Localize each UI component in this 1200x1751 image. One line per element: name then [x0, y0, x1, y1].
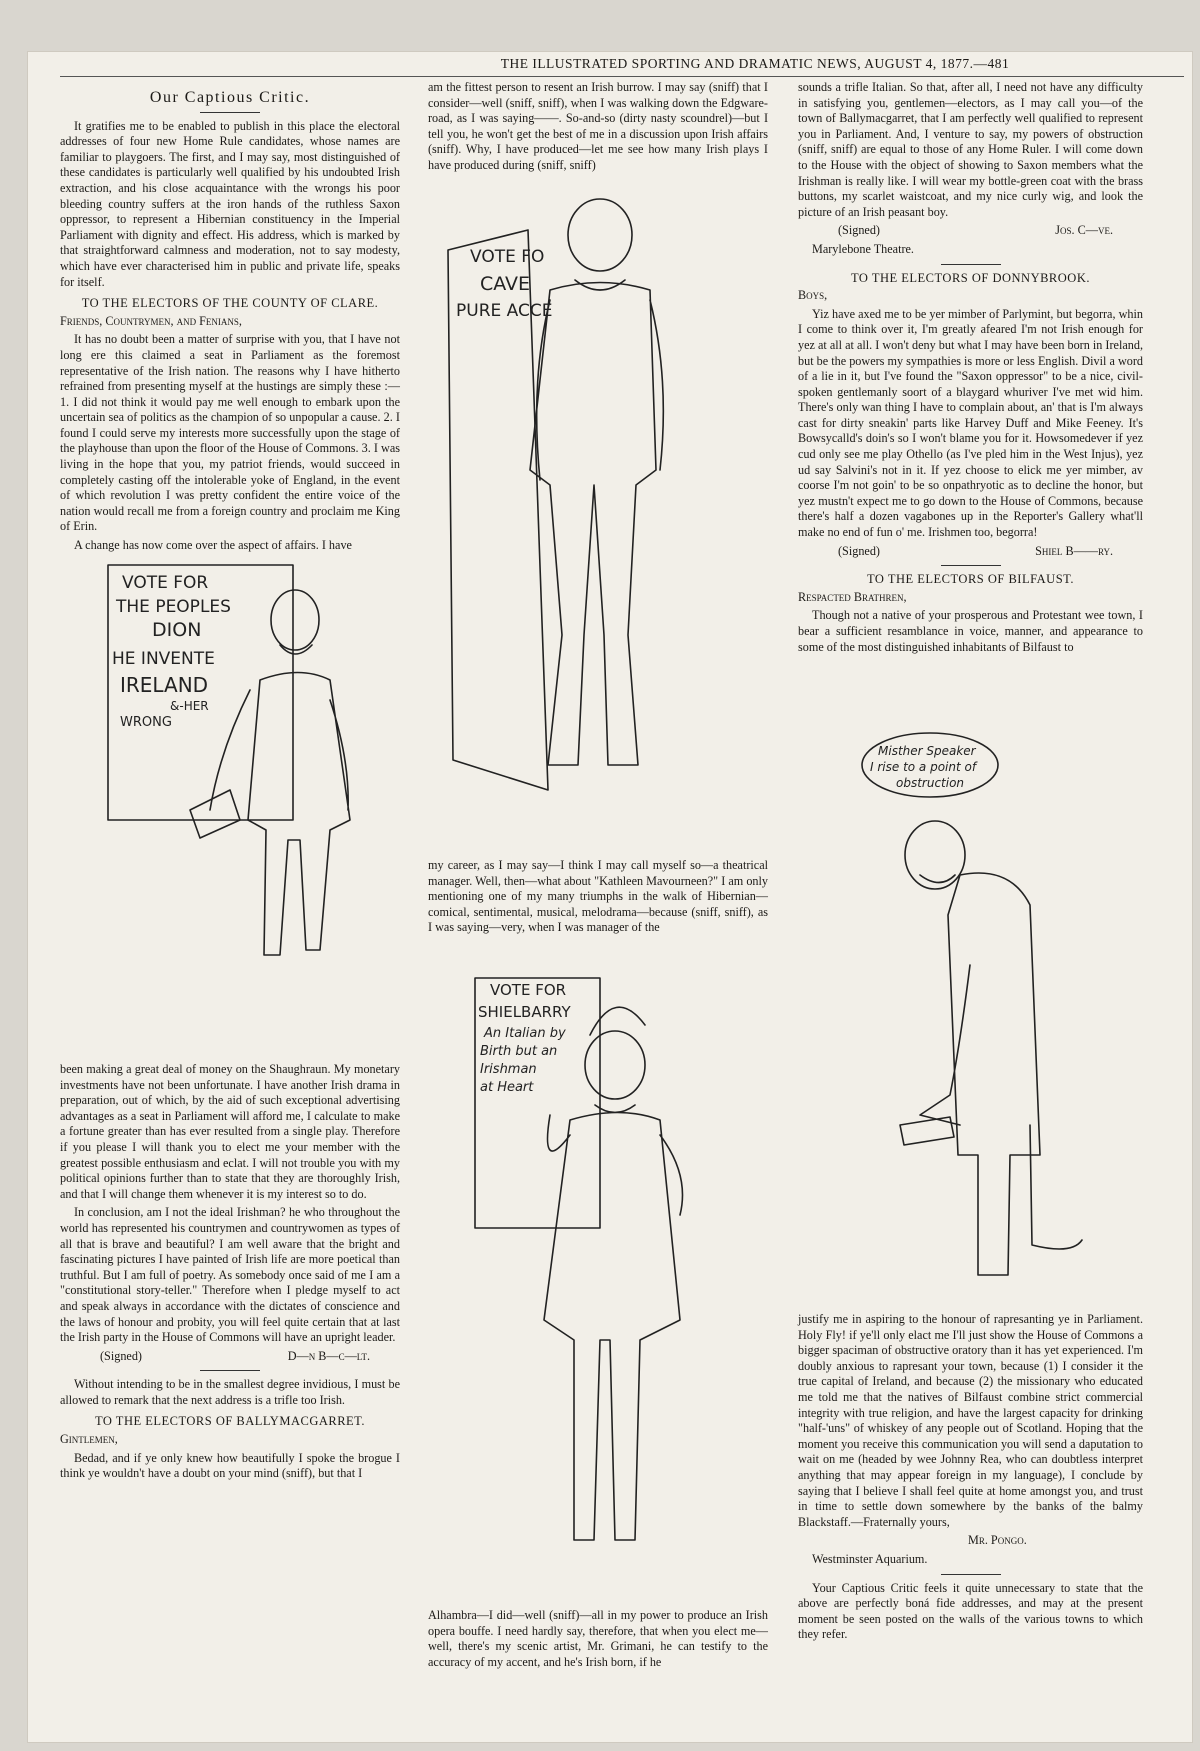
- intro-paragraph: It gratifies me to be enabled to publish in this place the electoral addresses of four new Home Rule candidates, whose names are familiar to playgoers. The first, and I may say, most distinguished of these candidates is particularly well qualified by his undoubted Irish extraction, and his close acquaintance with the wrongs his poor bleeding country suffers at the iron hands of the ruthless Saxon oppressor, to represent a Hibernian constituency in the Imperial Parliament with dignity and effect. His address, which is marked by that straightforward calmness and moderation, not to say modesty, which have ever characterised him in public and private life, speaks for itself.: [60, 118, 400, 289]
- bilfaust-signature: [798, 1533, 1143, 1549]
- signed-label: (Signed): [838, 543, 880, 558]
- donnybrook-signature: [798, 544, 1143, 560]
- signed-label: (Signed): [100, 1348, 142, 1363]
- title-rule: [200, 112, 260, 113]
- clare-paragraph-1: It has no doubt been a matter of surprise with you, that I have not long ere this claimed a seat in Parliament as the foremost representative of the Irish nation. The reasons why I have hitherto refrained from presenting myself at the hustings are simply these :—1. I did not think it would pay me well enough to embark upon the uncertain sea of politics as the champion of so unpopular a cause. 2. I found I could serve my interests more successfully upon the stage of the playhouse than upon the floor of the House of Commons. 3. I was living in the hope that you, my patriot friends, would succeed in completely casting off the intolerable yoke of England, in the event of which revolution I was pretty confident the entire voice of the nation would recall me from a foreign country and proclaim me King of Erin.: [60, 332, 400, 534]
- column-3-bottom: [798, 1312, 1143, 1646]
- signer-name: Mr. Pongo.: [968, 1533, 1027, 1548]
- illustration-clive: [440, 190, 760, 840]
- transition-paragraph: Without intending to be in the smallest degree invidious, I must be allowed to remark that the next address is a trifle too Irish.: [60, 1377, 400, 1407]
- speech-line: obstruction: [896, 776, 965, 790]
- clare-paragraph-4: In conclusion, am I not the ideal Irishman? he who throughout the world has represented his countrymen and countrywomen as types of all that is brave and beautiful? I am well aware that the bright and fascinating pictures I have painted of Irish life are more poetical than truthful. But I am full of poetry. As somebody once said of me I am a "constitutional story-teller." Therefore when I pledge myself to act and speak always in accordance with the dictates of conscience and the laws of honour and probity, you will feel quite certain that at last the Irish party in the House of Commons will have an upright leader.: [60, 1205, 400, 1345]
- venue-name: Westminster Aquarium.: [812, 1551, 928, 1566]
- illustration-pongo: [860, 725, 1120, 1285]
- illustration-shielbarry: [470, 975, 760, 1575]
- ballymacgarret-salutation: Gintlemen,: [60, 1432, 118, 1447]
- poster3-line: VOTE FOR: [490, 981, 567, 999]
- column-2-bottom: [428, 1608, 768, 1673]
- column-3-top: [798, 80, 1143, 658]
- poster1-line: VOTE FOR: [122, 573, 209, 593]
- poster1-line: WRONG: [120, 715, 172, 730]
- column-1-bottom: [60, 1062, 400, 1485]
- poster1-line: DION: [152, 619, 202, 641]
- speech-line: Misther Speaker: [878, 744, 976, 758]
- section-rule: [941, 264, 1001, 265]
- theatre-name: Marylebone Theatre.: [812, 241, 914, 256]
- article-title: Our Captious Critic.: [149, 89, 311, 106]
- bilfaust-paragraph-2: justify me in aspiring to the honour of rapresanting ye in Parliament. Holy Fly! if ye'll only elact me I'll just show the House of Commons a bigger spaciman of obstructive oratory than it has yet experienced. I'm doubly anxious to rapresant your town, because (1) I consider it the true capital of Ireland, and because (2) the missionary who educated me told me that the natives of Bilfaust combine strict commercial integrity with true religion, and have the largest capacity for drinking "half-'uns" of whiskey of any people out of Scotland. Hoping that the moment you receive this communication you will send a daputation to wait on me (headed by wee Johnny Rea, who can doubtless interpret anything that may appear foreign in my language), I conclude by saying that I believe I shall feel quite at home amongst you, and trust in time to settle down somewhere by the banks of the balmy Blackstaff.—Fraternally yours,: [798, 1312, 1143, 1529]
- signer-name: Shiel B——ry.: [1035, 543, 1113, 558]
- column-2-top: [428, 80, 768, 177]
- bilfaust-heading: TO THE ELECTORS OF BILFAUST.: [867, 572, 1074, 587]
- bilfaust-paragraph-1: Though not a native of your prosperous and Protestant wee town, I bear a sufficient resamblance in voice, manner, and appearance to some of the most distinguished inhabitants of Bilfaust to: [798, 608, 1143, 654]
- poster2-line: VOTE FO: [470, 247, 545, 267]
- illustration-boucicault: [100, 560, 410, 980]
- column-2-middle: [428, 858, 768, 939]
- column-1-top: [60, 88, 400, 557]
- poster3-line: at Heart: [480, 1080, 534, 1095]
- ballymacgarret-signature: [798, 223, 1143, 239]
- poster3-line: Irishman: [480, 1062, 537, 1077]
- closing-paragraph: Your Captious Critic feels it quite unnecessary to state that the above are perfectly boná fide addresses, and may at the present moment be seen posted on the walls of the various towns to which they refer.: [798, 1580, 1143, 1642]
- section-rule: [941, 565, 1001, 566]
- signer-name: D—n B—c—lt.: [287, 1348, 370, 1363]
- signer-name: Jos. C—ve.: [1055, 223, 1113, 238]
- poster1-line: HE INVENTE: [112, 649, 215, 669]
- ballymacgarret-paragraph-1: Bedad, and if ye only knew how beautifully I spoke the brogue I think ye wouldn't have a doubt on your mind (sniff), but that I: [60, 1450, 400, 1481]
- ballymacgarret-paragraph-3: my career, as I may say—I think I may call myself so—a theatrical manager. Well, then—what about "Kathleen Mavourneen?" I am only mentioning one of my many triumphs in the walk of Hibernian—comical, sentimental, musical, melodrama—because (sniff, sniff), as I was saying—very, when I was manager of the: [428, 858, 768, 935]
- donnybrook-salutation: Boys,: [798, 288, 828, 303]
- donnybrook-heading: TO THE ELECTORS OF DONNYBROOK.: [851, 270, 1090, 285]
- section-rule: [200, 1370, 260, 1371]
- bilfaust-salutation: Respacted Brathren,: [798, 589, 907, 604]
- poster2-line: PURE ACCE: [456, 301, 553, 321]
- ballymacgarret-paragraph-2: am the fittest person to resent an Irish burrow. I may say (sniff) that I consider—well (sniff, sniff), when I was walking down the Edgware-road, as I was saying——. So-and-so (dirty nasty scoundrel)—but I tell you, he won't get the best of me in a discussion upon Irish affairs (sniff). Why, I have produced—let me see how many Irish plays I have produced during (sniff, sniff): [428, 80, 768, 172]
- signed-label: (Signed): [838, 223, 880, 238]
- ballymacgarret-paragraph-5: sounds a trifle Italian. So that, after all, I need not have any difficulty in satisfying you, gentlemen—electors, as I may call you—of the town of Ballymacgarret, that I am perfectly well qualified to represent you in Parliament. And, I venture to say, my powers of obstruction (sniff, sniff) are equal to those of any Home Ruler. I will come down to the House with the object of showing to Saxon members what the Irishman is really like. I will wear my bottle-green coat with the brass buttons, my scarlet waistcoat, and my nice curly wig, and look the picture of an Irish peasant boy.: [798, 80, 1143, 219]
- poster2-line: CAVE: [480, 273, 531, 295]
- clare-paragraph-2: A change has now come over the aspect of affairs. I have: [74, 538, 352, 553]
- ballymacgarret-heading: TO THE ELECTORS OF BALLYMACGARRET.: [94, 1414, 366, 1429]
- speech-line: I rise to a point of: [870, 760, 977, 774]
- poster1-line: &-HER: [170, 699, 209, 713]
- poster1-line: THE PEOPLES: [116, 597, 231, 617]
- ballymacgarret-paragraph-4: Alhambra—I did—well (sniff)—all in my power to produce an Irish opera bouffe. I need hardly say, therefore, that when you elect me—well, there's my scenic artist, Mr. Grimani, he can testify to the accuracy of my accent, and he's Irish born, if he: [428, 1608, 768, 1669]
- clare-paragraph-3: been making a great deal of money on the Shaughraun. My monetary investments have not been unfortunate. I have another Irish drama in preparation, out of which, by the aid of such exceptional advertising advantages as a seat in Parliament will afford me, I calculate to make a fortune greater than has ever resulted from a single play. Therefore if you please I will thank you to elect me your member with the greatest possible enthusiasm and eclat. I will not trouble you with my political opinions further than to state that they are thoroughly Irish, and that I will change them whenever it is my interest so to do.: [60, 1062, 400, 1201]
- header-rule: [60, 76, 1184, 77]
- poster3-line: SHIELBARRY: [478, 1003, 571, 1021]
- section-rule: [941, 1574, 1001, 1575]
- poster3-line: Birth but an: [480, 1044, 558, 1059]
- clare-salutation: Friends, Countrymen, and Fenians,: [60, 313, 242, 328]
- poster3-line: An Italian by: [484, 1026, 566, 1041]
- donnybrook-paragraph: Yiz have axed me to be yer mimber of Parlymint, but begorra, whin I come to think over it, I'm greatly afeared I'm not Irish enough for yez at all at all. I won't deny but what I may have been born in Ireland, but be the powers my sympathies is more or less English. Divil a word of a lie in it, but I've found the "Saxon oppressor" to be a nice, civil-spoken gentlemanly soort of a blaygard whuriver I've met wid him. There's only wan thing I have to complain about, an' that is I'm always cast for dirty sneakin' parts like Harvey Duff and Mike Feeney. It's Bowsycalld's doin's so I won't blame you for it. Howsomedever if yez cud only see me play Othello (as I've pled him in the West Injus), yez ud say Salvini's not in it. If yez choose to elick me yer mimber, av coorse I'm not goin' to be so onpathryotic as to decline the honor, but yez mustn't expect me to go down to the House of Commons, because there's half a dozen vagabones up in the Reporter's Gallery what'll make no end of fun o' me. Irishmen too, begorra!: [798, 306, 1143, 540]
- page-header: THE ILLUSTRATED SPORTING AND DRAMATIC NEWS, AUGUST 4, 1877.—481: [500, 56, 1010, 71]
- clare-signature: [60, 1349, 400, 1365]
- clare-heading: TO THE ELECTORS OF THE COUNTY OF CLARE.: [81, 296, 379, 311]
- poster1-line: IRELAND: [120, 673, 209, 697]
